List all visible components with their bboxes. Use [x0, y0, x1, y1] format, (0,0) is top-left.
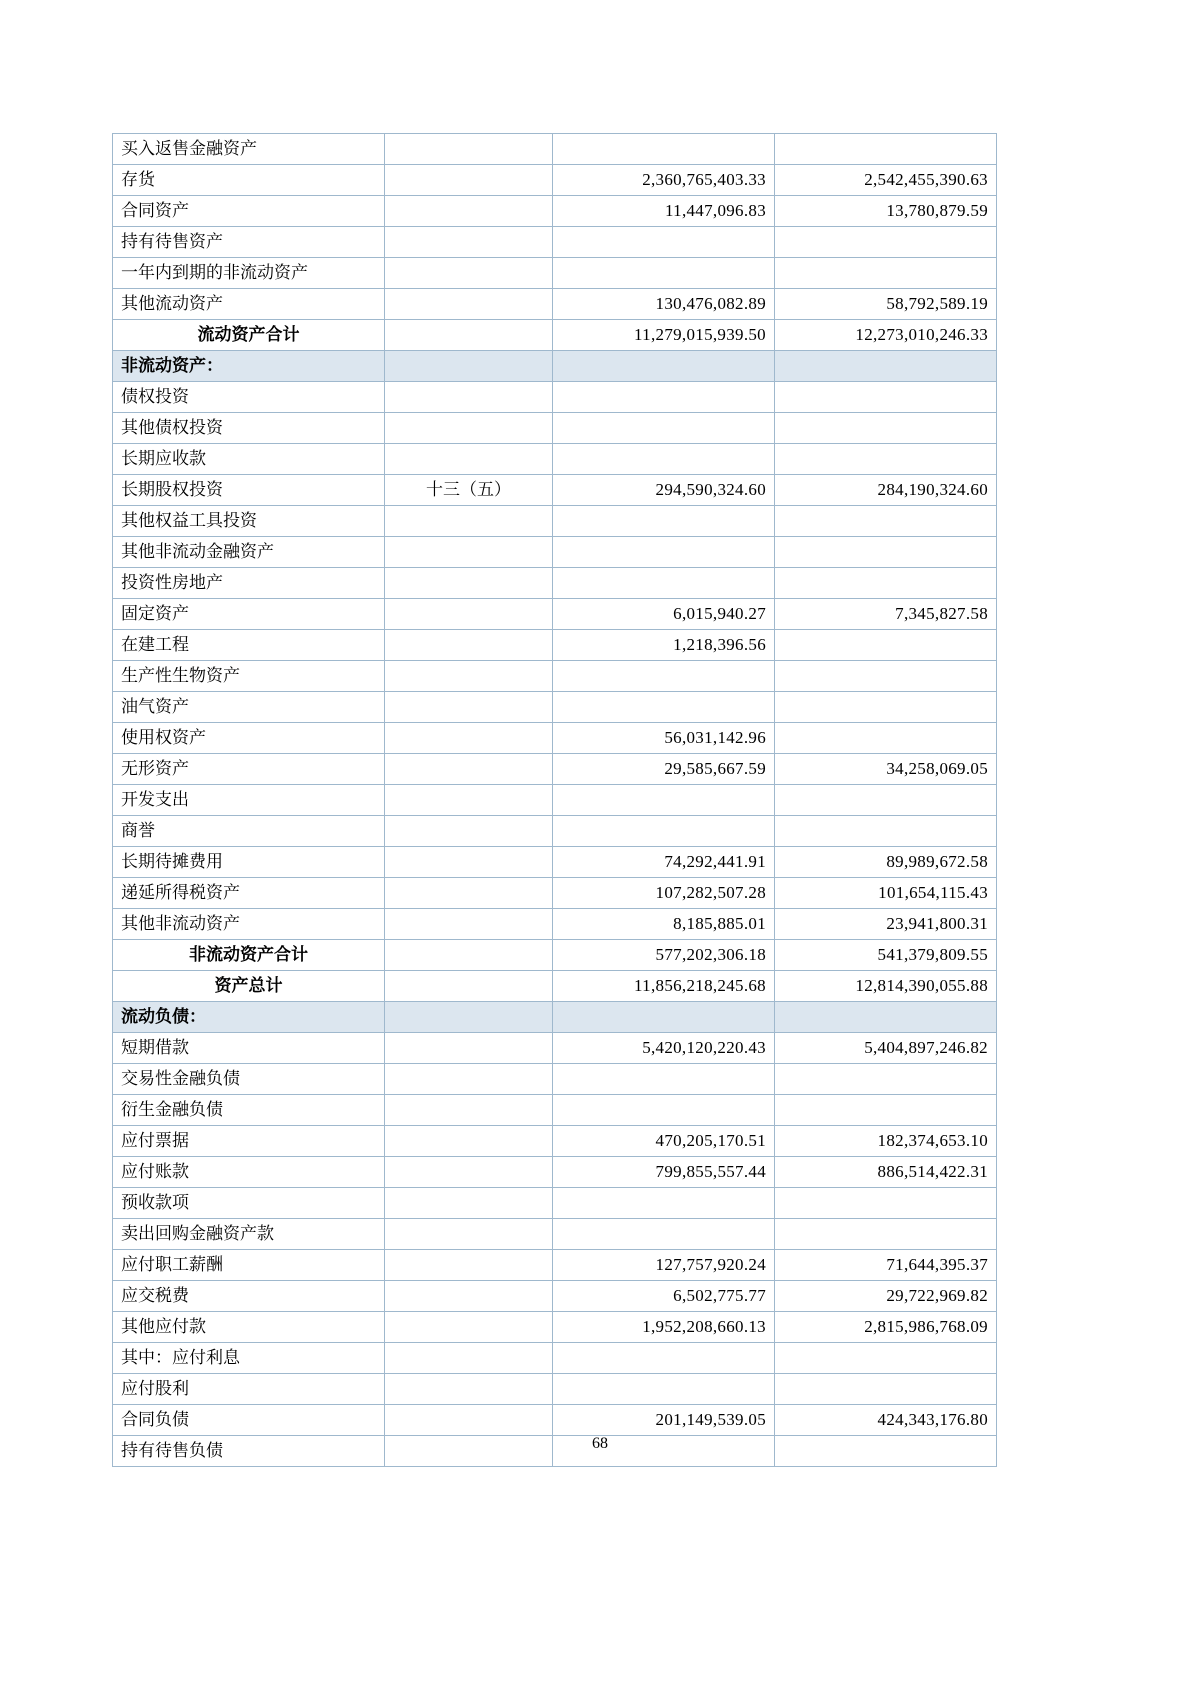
row-value-period-2: [775, 1188, 997, 1219]
row-label: 持有待售负债: [113, 1436, 385, 1467]
table-row: [113, 475, 997, 506]
row-value-period-2: [775, 1095, 997, 1126]
row-label: 应交税费: [113, 1281, 385, 1312]
table-row: [113, 723, 997, 754]
row-note-reference: [385, 785, 553, 816]
balance-sheet-table: [112, 133, 997, 1467]
row-note-reference: [385, 413, 553, 444]
row-note-reference: [385, 723, 553, 754]
row-note-reference: [385, 878, 553, 909]
row-value-period-2: [775, 506, 997, 537]
row-value-period-1: 74,292,441.91: [553, 847, 775, 878]
row-note-reference: [385, 506, 553, 537]
row-note-reference: [385, 971, 553, 1002]
row-label: 持有待售资产: [113, 227, 385, 258]
row-note-reference: [385, 568, 553, 599]
row-value-period-2: [775, 1374, 997, 1405]
row-value-period-2: 29,722,969.82: [775, 1281, 997, 1312]
balance-sheet-table-wrapper: [112, 133, 996, 1467]
table-row: [113, 692, 997, 723]
row-value-period-2: [775, 661, 997, 692]
table-row: [113, 568, 997, 599]
row-label: 长期股权投资: [113, 475, 385, 506]
row-note-reference: [385, 537, 553, 568]
table-row: [113, 1157, 997, 1188]
row-note-reference: [385, 599, 553, 630]
row-note-reference: [385, 196, 553, 227]
row-value-period-2: [775, 568, 997, 599]
row-label: 卖出回购金融资产款: [113, 1219, 385, 1250]
row-note-reference: [385, 1343, 553, 1374]
table-row: [113, 1188, 997, 1219]
row-value-period-2: 89,989,672.58: [775, 847, 997, 878]
row-value-period-1: 6,502,775.77: [553, 1281, 775, 1312]
row-label: 存货: [113, 165, 385, 196]
row-value-period-1: [553, 785, 775, 816]
table-row: [113, 134, 997, 165]
row-note-reference: [385, 1405, 553, 1436]
row-label: 在建工程: [113, 630, 385, 661]
table-row: [113, 165, 997, 196]
table-row: [113, 1126, 997, 1157]
table-row: [113, 661, 997, 692]
row-value-period-2: [775, 816, 997, 847]
row-value-period-2: [775, 134, 997, 165]
row-note-reference: [385, 134, 553, 165]
row-note-reference: [385, 940, 553, 971]
row-value-period-1: 29,585,667.59: [553, 754, 775, 785]
row-value-period-1: [553, 661, 775, 692]
row-value-period-2: 34,258,069.05: [775, 754, 997, 785]
row-note-reference: [385, 1281, 553, 1312]
row-label: 流动资产合计: [113, 320, 385, 351]
row-label: 资产总计: [113, 971, 385, 1002]
table-row: [113, 1281, 997, 1312]
row-note-reference: 十三（五）: [385, 475, 553, 506]
row-note-reference: [385, 258, 553, 289]
row-value-period-2: 7,345,827.58: [775, 599, 997, 630]
table-row: [113, 506, 997, 537]
row-value-period-1: 127,757,920.24: [553, 1250, 775, 1281]
row-note-reference: [385, 1095, 553, 1126]
row-label: 固定资产: [113, 599, 385, 630]
row-label: 开发支出: [113, 785, 385, 816]
row-note-reference: [385, 692, 553, 723]
row-label: 衍生金融负债: [113, 1095, 385, 1126]
row-value-period-2: [775, 413, 997, 444]
row-label: 流动负债：: [113, 1002, 385, 1033]
row-label: 短期借款: [113, 1033, 385, 1064]
row-value-period-1: [553, 692, 775, 723]
row-value-period-1: [553, 506, 775, 537]
row-value-period-1: [553, 568, 775, 599]
row-note-reference: [385, 1374, 553, 1405]
row-value-period-1: [553, 1219, 775, 1250]
row-value-period-1: [553, 444, 775, 475]
table-row: [113, 971, 997, 1002]
row-value-period-2: [775, 444, 997, 475]
row-value-period-2: [775, 630, 997, 661]
row-value-period-2: [775, 692, 997, 723]
row-value-period-1: 1,218,396.56: [553, 630, 775, 661]
row-label: 其他债权投资: [113, 413, 385, 444]
row-value-period-1: [553, 413, 775, 444]
table-row: [113, 1250, 997, 1281]
row-label: 使用权资产: [113, 723, 385, 754]
row-value-period-2: 12,273,010,246.33: [775, 320, 997, 351]
row-value-period-1: [553, 258, 775, 289]
row-value-period-2: 886,514,422.31: [775, 1157, 997, 1188]
row-label: 预收款项: [113, 1188, 385, 1219]
row-label: 其他非流动资产: [113, 909, 385, 940]
row-value-period-1: 2,360,765,403.33: [553, 165, 775, 196]
row-value-period-2: 71,644,395.37: [775, 1250, 997, 1281]
table-row: [113, 878, 997, 909]
table-row: [113, 1312, 997, 1343]
row-value-period-2: [775, 723, 997, 754]
page-number: 68: [592, 1435, 608, 1452]
table-row: [113, 816, 997, 847]
row-value-period-2: 2,815,986,768.09: [775, 1312, 997, 1343]
table-row: [113, 1002, 997, 1033]
row-label: 应付票据: [113, 1126, 385, 1157]
row-value-period-1: 11,279,015,939.50: [553, 320, 775, 351]
table-row: [113, 444, 997, 475]
row-value-period-1: 5,420,120,220.43: [553, 1033, 775, 1064]
row-value-period-2: [775, 537, 997, 568]
row-label: 其他非流动金融资产: [113, 537, 385, 568]
table-row: [113, 1343, 997, 1374]
table-row: [113, 1064, 997, 1095]
row-value-period-1: 130,476,082.89: [553, 289, 775, 320]
table-row: [113, 537, 997, 568]
row-label: 一年内到期的非流动资产: [113, 258, 385, 289]
row-value-period-1: 1,952,208,660.13: [553, 1312, 775, 1343]
row-value-period-1: 8,185,885.01: [553, 909, 775, 940]
table-row: [113, 258, 997, 289]
row-note-reference: [385, 630, 553, 661]
row-value-period-2: 182,374,653.10: [775, 1126, 997, 1157]
table-row: [113, 1219, 997, 1250]
row-value-period-2: [775, 258, 997, 289]
row-value-period-1: [553, 1343, 775, 1374]
row-note-reference: [385, 227, 553, 258]
row-note-reference: [385, 1188, 553, 1219]
table-row: [113, 382, 997, 413]
row-value-period-1: [553, 134, 775, 165]
row-value-period-1: [553, 1095, 775, 1126]
row-label: 其他权益工具投资: [113, 506, 385, 537]
row-note-reference: [385, 165, 553, 196]
row-value-period-2: 12,814,390,055.88: [775, 971, 997, 1002]
row-value-period-1: [553, 227, 775, 258]
row-value-period-1: 799,855,557.44: [553, 1157, 775, 1188]
row-value-period-2: 101,654,115.43: [775, 878, 997, 909]
row-note-reference: [385, 1033, 553, 1064]
row-label: 非流动资产：: [113, 351, 385, 382]
row-note-reference: [385, 1250, 553, 1281]
table-row: [113, 847, 997, 878]
table-row: [113, 413, 997, 444]
row-value-period-1: [553, 382, 775, 413]
row-value-period-2: [775, 785, 997, 816]
row-value-period-1: 107,282,507.28: [553, 878, 775, 909]
row-value-period-1: [553, 1374, 775, 1405]
row-value-period-1: 577,202,306.18: [553, 940, 775, 971]
row-label: 合同负债: [113, 1405, 385, 1436]
row-value-period-1: 11,856,218,245.68: [553, 971, 775, 1002]
table-row: [113, 320, 997, 351]
row-label: 商誉: [113, 816, 385, 847]
row-label: 生产性生物资产: [113, 661, 385, 692]
row-label: 其他流动资产: [113, 289, 385, 320]
row-value-period-2: [775, 1219, 997, 1250]
row-note-reference: [385, 1064, 553, 1095]
row-value-period-2: 5,404,897,246.82: [775, 1033, 997, 1064]
row-label: 投资性房地产: [113, 568, 385, 599]
row-label: 应付账款: [113, 1157, 385, 1188]
balance-sheet-body: [113, 134, 997, 1467]
row-note-reference: [385, 382, 553, 413]
row-note-reference: [385, 1219, 553, 1250]
table-row: [113, 940, 997, 971]
row-label: 买入返售金融资产: [113, 134, 385, 165]
row-label: 长期应收款: [113, 444, 385, 475]
row-value-period-2: [775, 382, 997, 413]
row-note-reference: [385, 1312, 553, 1343]
row-value-period-2: 23,941,800.31: [775, 909, 997, 940]
table-row: [113, 909, 997, 940]
table-row: [113, 1095, 997, 1126]
row-value-period-1: [553, 1188, 775, 1219]
row-label: 长期待摊费用: [113, 847, 385, 878]
row-note-reference: [385, 444, 553, 475]
row-label: 其他应付款: [113, 1312, 385, 1343]
row-label: 油气资产: [113, 692, 385, 723]
row-value-period-2: [775, 1064, 997, 1095]
row-note-reference: [385, 289, 553, 320]
row-note-reference: [385, 351, 553, 382]
row-value-period-1: 56,031,142.96: [553, 723, 775, 754]
row-label: 合同资产: [113, 196, 385, 227]
row-value-period-1: 294,590,324.60: [553, 475, 775, 506]
row-value-period-2: 424,343,176.80: [775, 1405, 997, 1436]
row-value-period-2: [775, 1002, 997, 1033]
row-value-period-2: [775, 227, 997, 258]
table-row: [113, 227, 997, 258]
row-note-reference: [385, 320, 553, 351]
table-row: [113, 754, 997, 785]
row-note-reference: [385, 754, 553, 785]
row-note-reference: [385, 1126, 553, 1157]
row-label: 非流动资产合计: [113, 940, 385, 971]
row-value-period-2: 541,379,809.55: [775, 940, 997, 971]
row-value-period-1: [553, 1064, 775, 1095]
row-value-period-1: [553, 816, 775, 847]
table-row: [113, 630, 997, 661]
row-label: 债权投资: [113, 382, 385, 413]
table-row: [113, 599, 997, 630]
row-note-reference: [385, 1157, 553, 1188]
row-value-period-1: [553, 1002, 775, 1033]
row-value-period-1: 470,205,170.51: [553, 1126, 775, 1157]
row-label: 应付股利: [113, 1374, 385, 1405]
row-note-reference: [385, 1002, 553, 1033]
row-note-reference: [385, 661, 553, 692]
row-value-period-1: 201,149,539.05: [553, 1405, 775, 1436]
row-label: 应付职工薪酬: [113, 1250, 385, 1281]
row-value-period-1: [553, 537, 775, 568]
table-row: [113, 289, 997, 320]
row-value-period-2: 13,780,879.59: [775, 196, 997, 227]
row-value-period-2: 2,542,455,390.63: [775, 165, 997, 196]
row-label: 无形资产: [113, 754, 385, 785]
table-row: [113, 1374, 997, 1405]
row-note-reference: [385, 909, 553, 940]
row-value-period-1: 6,015,940.27: [553, 599, 775, 630]
row-note-reference: [385, 816, 553, 847]
table-row: [113, 1033, 997, 1064]
row-label: 其中：应付利息: [113, 1343, 385, 1374]
row-note-reference: [385, 847, 553, 878]
row-value-period-2: [775, 351, 997, 382]
row-label: 递延所得税资产: [113, 878, 385, 909]
row-value-period-1: 11,447,096.83: [553, 196, 775, 227]
table-row: [113, 351, 997, 382]
row-value-period-2: [775, 1343, 997, 1374]
table-row: [113, 785, 997, 816]
table-row: [113, 1405, 997, 1436]
table-row: [113, 196, 997, 227]
row-value-period-1: [553, 351, 775, 382]
row-value-period-2: 284,190,324.60: [775, 475, 997, 506]
row-label: 交易性金融负债: [113, 1064, 385, 1095]
row-value-period-2: 58,792,589.19: [775, 289, 997, 320]
